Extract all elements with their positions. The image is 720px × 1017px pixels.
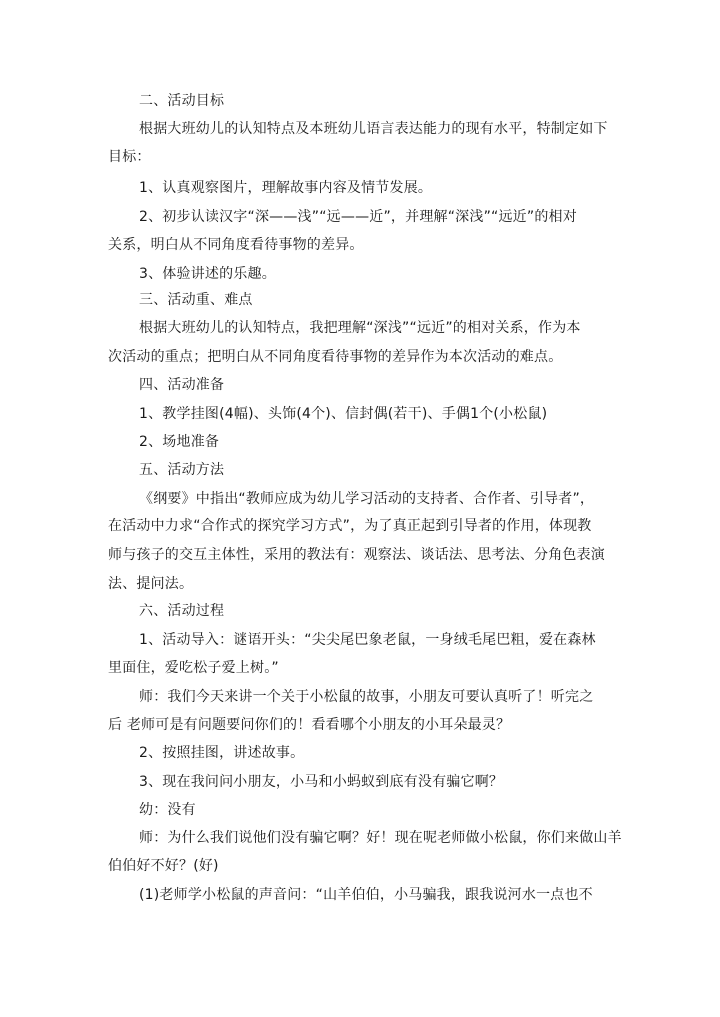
section-heading-process: 六、活动过程 bbox=[139, 603, 225, 619]
list-item: 2、初步认读汉字“深——浅”“远——近”，并理解“深浅”“远近”的相对 bbox=[139, 209, 577, 225]
dialogue-line: 师：为什么我们说他们没有骗它啊？好！现在呢老师做小松鼠，你们来做山羊 bbox=[139, 830, 622, 846]
paragraph-line: 根据大班幼儿的认知特点及本班幼儿语言表达能力的现有水平，特制定如下 bbox=[139, 121, 608, 137]
paragraph-line: 伯伯好不好？(好) bbox=[108, 858, 219, 874]
dialogue-line: 师：我们今天来讲一个关于小松鼠的故事，小朋友可要认真听了！听完之 bbox=[139, 689, 594, 705]
section-heading-focus: 三、活动重、难点 bbox=[139, 292, 253, 308]
list-item: 1、活动导入：谜语开头：“尖尖尾巴象老鼠，一身绒毛尾巴粗，爱在森林 bbox=[139, 632, 596, 648]
list-item: (1)老师学小松鼠的声音问：“山羊伯伯，小马骗我，跟我说河水一点也不 bbox=[139, 887, 593, 903]
paragraph-line: 在活动中力求“合作式的探究学习方式”，为了真正起到引导者的作用，体现教 bbox=[108, 518, 592, 534]
list-item: 3、体验讲述的乐趣。 bbox=[139, 266, 276, 282]
list-item: 1、认真观察图片，理解故事内容及情节发展。 bbox=[139, 180, 433, 196]
list-item: 3、现在我问问小朋友，小马和小蚂蚁到底有没有骗它啊？ bbox=[139, 774, 504, 790]
paragraph-line: 次活动的重点；把明白从不同角度看待事物的差异作为本次活动的难点。 bbox=[108, 349, 563, 365]
section-heading-preparation: 四、活动准备 bbox=[139, 377, 225, 393]
list-item: 2、场地准备 bbox=[139, 434, 220, 450]
paragraph-line: 根据大班幼儿的认知特点，我把理解“深浅”“远近”的相对关系，作为本 bbox=[139, 320, 581, 336]
list-item: 2、按照挂图，讲述故事。 bbox=[139, 745, 305, 761]
paragraph-line: 《纲要》中指出“教师应成为幼儿学习活动的支持者、合作者、引导者”， bbox=[139, 491, 595, 507]
dialogue-line: 幼：没有 bbox=[139, 802, 196, 818]
paragraph-line: 关系，明白从不同角度看待事物的差异。 bbox=[108, 237, 364, 253]
paragraph-line: 法、提问法。 bbox=[108, 576, 194, 592]
paragraph-line: 师与孩子的交互主体性，采用的教法有：观察法、谈话法、思考法、分角色表演 bbox=[108, 547, 605, 563]
paragraph-line: 目标： bbox=[108, 149, 151, 165]
paragraph-line: 后 老师可是有问题要问你们的！看看哪个小朋友的小耳朵最灵？ bbox=[108, 717, 511, 733]
section-heading-goals: 二、活动目标 bbox=[139, 93, 225, 109]
section-heading-methods: 五、活动方法 bbox=[139, 462, 225, 478]
list-item: 1、教学挂图(4幅)、头饰(4个)、信封偶(若干)、手偶1个(小松鼠) bbox=[139, 406, 548, 422]
paragraph-line: 里面住，爱吃松子爱上树。” bbox=[108, 660, 279, 676]
